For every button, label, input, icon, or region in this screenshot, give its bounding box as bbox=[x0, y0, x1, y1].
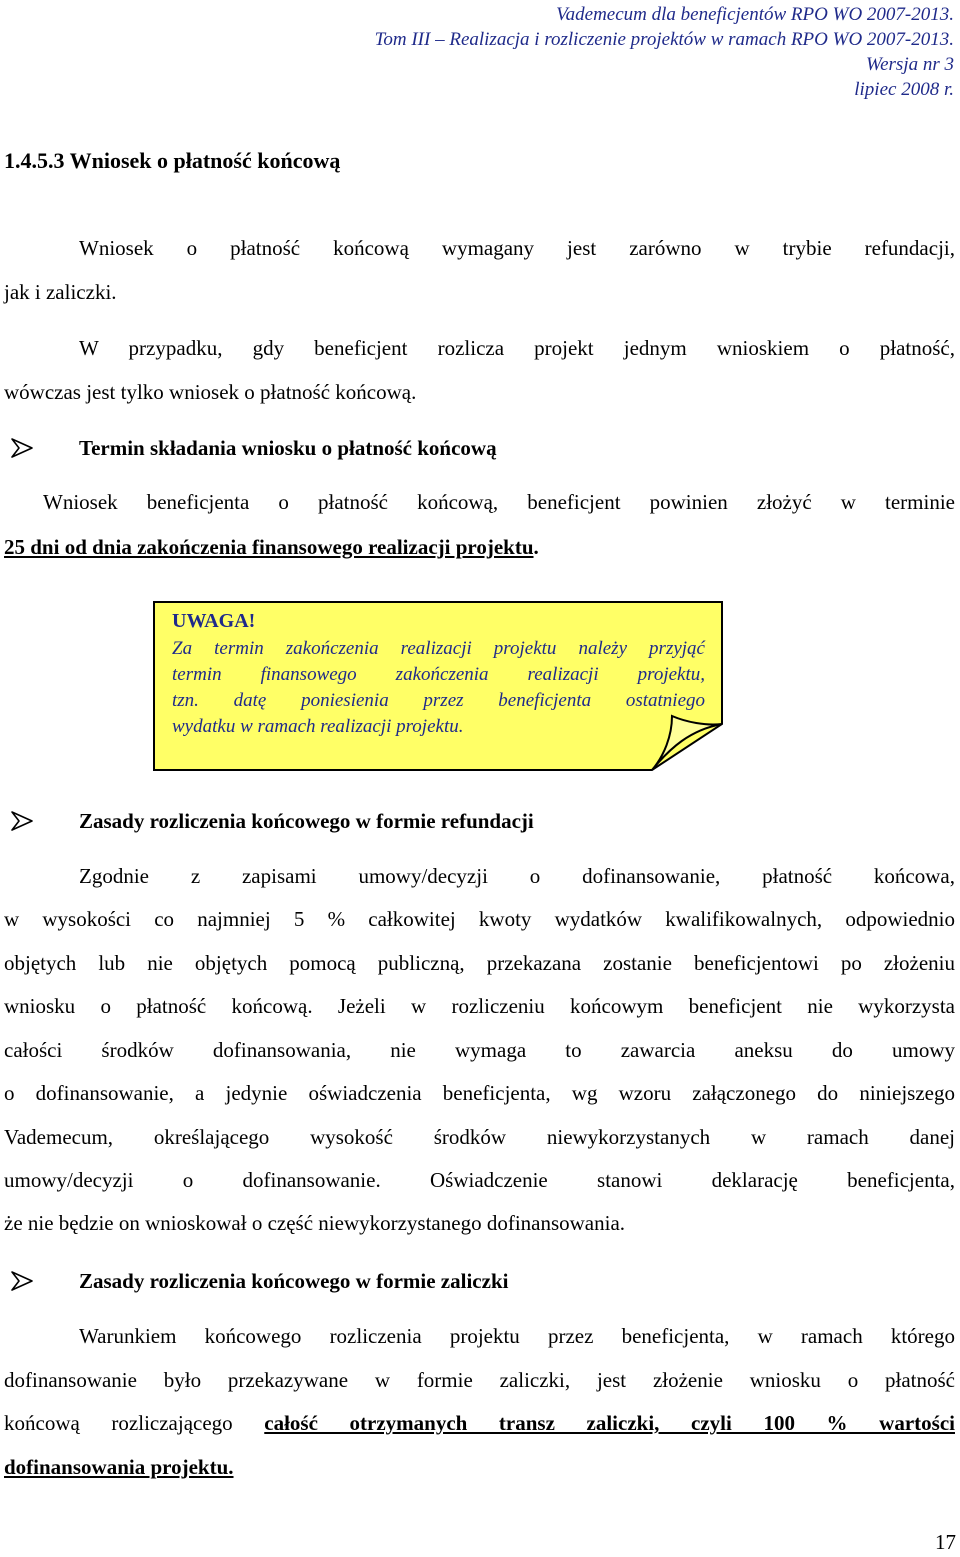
deadline-line2: 25 dni od dnia zakończenia finansowego realizacji projektu. bbox=[4, 535, 539, 559]
refund-line3: objętych lub nie objętych pomocą publiczną, przekazana zostanie beneficjentowi po złożeniu bbox=[4, 951, 955, 975]
deadline-heading: Termin składania wniosku o płatność końcową bbox=[79, 436, 497, 460]
advance-line3: końcową rozliczającego całość otrzymanych transz zaliczki, czyli 100 % wartości bbox=[4, 1411, 955, 1435]
note-label: UWAGA! bbox=[172, 610, 256, 632]
advance-underlined-end: dofinansowania projektu. bbox=[4, 1455, 234, 1479]
refund-line9: że nie będzie on wnioskował o część niewykorzystanego dofinansowania. bbox=[4, 1211, 626, 1235]
note-line3: tzn. datę poniesienia przez beneficjenta ostatniego bbox=[172, 690, 705, 711]
arrow-bullet-icon bbox=[10, 1270, 36, 1292]
refund-line8: umowy/decyzji o dofinansowanie. Oświadczenie stanowi deklarację beneficjenta, bbox=[4, 1168, 955, 1192]
page-number: 17 bbox=[935, 1530, 956, 1554]
refund-line5: całości środków dofinansowania, nie wymaga to zawarcia aneksu do umowy bbox=[4, 1038, 955, 1062]
intro-p2-line1: W przypadku, gdy beneficjent rozlicza projekt jednym wnioskiem o płatność, bbox=[79, 336, 955, 360]
header-doc-title: Vademecum dla beneficjentów RPO WO 2007-2013. bbox=[556, 4, 954, 25]
advance-line1: Warunkiem końcowego rozliczenia projektu przez beneficjenta, w ramach którego bbox=[79, 1324, 955, 1348]
deadline-line1: Wniosek beneficjenta o płatność końcową, beneficjent powinien złożyć w terminie bbox=[43, 490, 955, 514]
advance-line2: dofinansowanie było przekazywane w formie zaliczki, jest złożenie wniosku o płatność bbox=[4, 1368, 955, 1392]
refund-line2: w wysokości co najmniej 5 % całkowitej kwoty wydatków kwalifikowalnych, odpowiednio bbox=[4, 907, 955, 931]
header-version: Wersja nr 3 bbox=[866, 54, 954, 75]
refund-line6: o dofinansowanie, a jedynie oświadczenia beneficjenta, wg wzoru załączonego do niniejszego bbox=[4, 1081, 955, 1105]
section-title: 1.4.5.3 Wniosek o płatność końcową bbox=[4, 148, 341, 173]
header-volume-title: Tom III – Realizacja i rozliczenie projektów w ramach RPO WO 2007-2013. bbox=[374, 29, 954, 50]
advance-underlined: całość otrzymanych transz zaliczki, czyli 100 % wartości bbox=[264, 1411, 955, 1435]
intro-p1-line2: jak i zaliczki. bbox=[4, 280, 117, 304]
note-line4: wydatku w ramach realizacji projektu. bbox=[172, 716, 464, 737]
arrow-bullet-icon bbox=[10, 437, 36, 459]
arrow-bullet-icon bbox=[10, 810, 36, 832]
refund-heading: Zasady rozliczenia końcowego w formie refundacji bbox=[79, 809, 534, 833]
note-line1: Za termin zakończenia realizacji projektu należy przyjąć bbox=[172, 638, 705, 659]
advance-heading: Zasady rozliczenia końcowego w formie zaliczki bbox=[79, 1269, 509, 1293]
refund-line7: Vademecum, określającego wysokość środków niewykorzystanych w ramach danej bbox=[4, 1125, 955, 1149]
note-line2: termin finansowego zakończenia realizacji projektu, bbox=[172, 664, 705, 685]
deadline-underlined: 25 dni od dnia zakończenia finansowego realizacji projektu bbox=[4, 535, 534, 559]
intro-p1-line1: Wniosek o płatność końcową wymagany jest zarówno w trybie refundacji, bbox=[79, 236, 955, 260]
advance-line4 bbox=[4, 1455, 234, 1480]
header-date: lipiec 2008 r. bbox=[854, 79, 954, 100]
refund-line4: wniosku o płatność końcową. Jeżeli w rozliczeniu końcowym beneficjent nie wykorzysta bbox=[4, 994, 955, 1018]
refund-line1: Zgodnie z zapisami umowy/decyzji o dofinansowanie, płatność końcowa, bbox=[79, 864, 955, 888]
intro-p2-line2: wówczas jest tylko wniosek o płatność końcową. bbox=[4, 380, 417, 404]
